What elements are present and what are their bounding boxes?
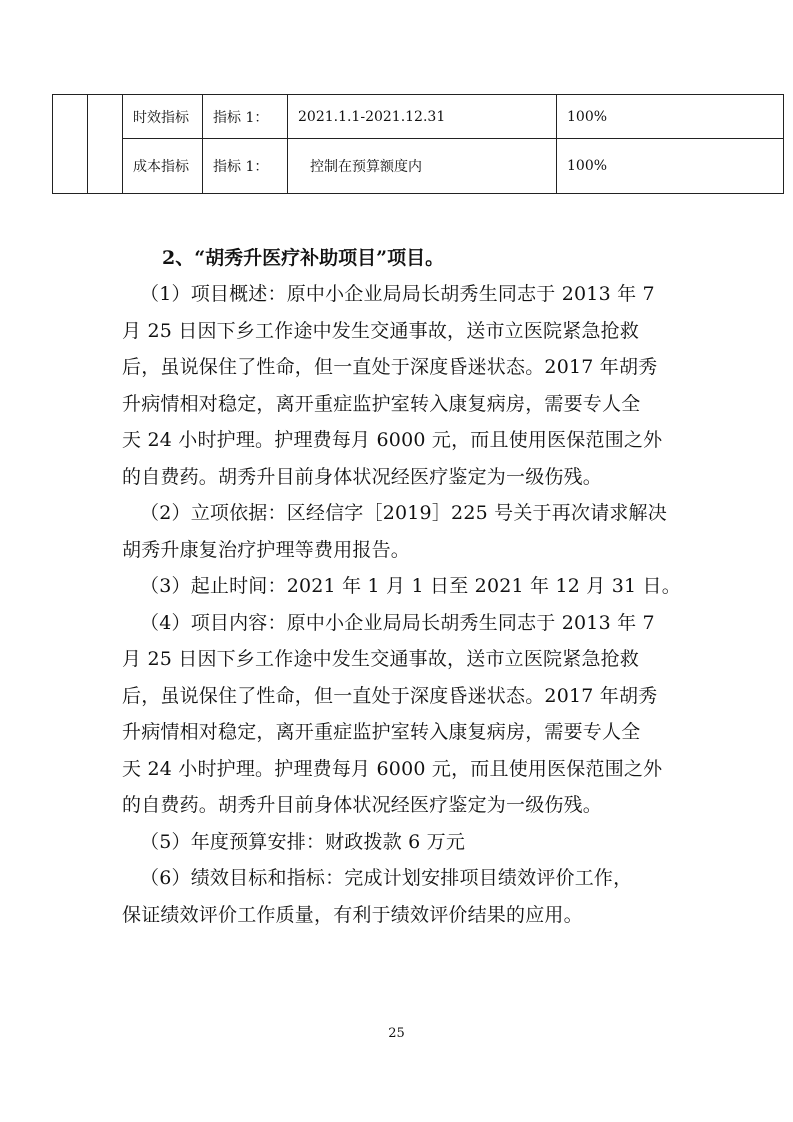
table-cell-blank (88, 95, 123, 194)
paragraph (122, 605, 712, 824)
paragraph-line: 保证绩效评价工作质量，有利于绩效评价结果的应用。 (122, 903, 583, 926)
paragraph-list (122, 276, 712, 933)
paragraph (122, 568, 712, 605)
paragraph-line: 月 25 日因下乡工作途中发生交通事故，送市立医院紧急抢救 (122, 648, 640, 670)
paragraph-line: （2）立项依据：区经信字［2019］225 号关于再次请求解决 (140, 502, 667, 524)
paragraph-line: 升病情相对稳定，离开重症监护室转入康复病房，需要专人全 (122, 392, 641, 415)
paragraph (122, 860, 712, 933)
section-heading: 2、“胡秀升医疗补助项目”项目。 (162, 247, 445, 269)
paragraph (122, 495, 712, 568)
table-cell-category: 时效指标 (123, 95, 203, 139)
performance-indicator-table (52, 94, 784, 194)
paragraph (122, 824, 712, 861)
page-number: 25 (388, 1026, 405, 1041)
paragraph-line: 的自费药。胡秀升目前身体状况经医疗鉴定为一级伤残。 (122, 794, 603, 816)
document-body (122, 240, 712, 933)
table-cell-value: 控制在预算额度内 (288, 139, 557, 194)
table-row (53, 95, 784, 139)
table-cell-value: 2021.1.1-2021.12.31 (288, 95, 557, 139)
paragraph-line: 后，虽说保住了性命，但一直处于深度昏迷状态。2017 年胡秀 (122, 356, 658, 378)
paragraph-line: 天 24 小时护理。护理费每月 6000 元，而且使用医保范围之外 (122, 429, 663, 451)
paragraph (122, 276, 712, 495)
table-row (53, 139, 784, 194)
table-cell-blank (53, 95, 88, 194)
paragraph-line: （4）项目内容：原中小企业局局长胡秀生同志于 2013 年 7 (140, 611, 655, 634)
paragraph-line: （6）绩效目标和指标：完成计划安排项目绩效评价工作， (140, 867, 633, 889)
table-cell-indicator: 指标 1： (203, 139, 288, 194)
paragraph-line: （3）起止时间：2021 年 1 月 1 日至 2021 年 12 月 31 日。 (140, 575, 681, 597)
paragraph-line: 月 25 日因下乡工作途中发生交通事故，送市立医院紧急抢救 (122, 319, 640, 342)
paragraph-line: 升病情相对稳定，离开重症监护室转入康复病房，需要专人全 (122, 721, 641, 743)
paragraph-line: （5）年度预算安排：财政拨款 6 万元 (140, 830, 466, 853)
table-cell-category: 成本指标 (123, 139, 203, 194)
table-cell-target: 100% (557, 139, 784, 194)
table-cell-target: 100% (557, 95, 784, 139)
paragraph-line: 胡秀升康复治疗护理等费用报告。 (122, 538, 411, 561)
paragraph-line: （1）项目概述：原中小企业局局长胡秀生同志于 2013 年 7 (140, 283, 655, 305)
paragraph-line: 天 24 小时护理。护理费每月 6000 元，而且使用医保范围之外 (122, 757, 663, 780)
table-cell-indicator: 指标 1： (203, 95, 288, 139)
paragraph-line: 后，虽说保住了性命，但一直处于深度昏迷状态。2017 年胡秀 (122, 684, 658, 707)
paragraph-line: 的自费药。胡秀升目前身体状况经医疗鉴定为一级伤残。 (122, 465, 603, 488)
